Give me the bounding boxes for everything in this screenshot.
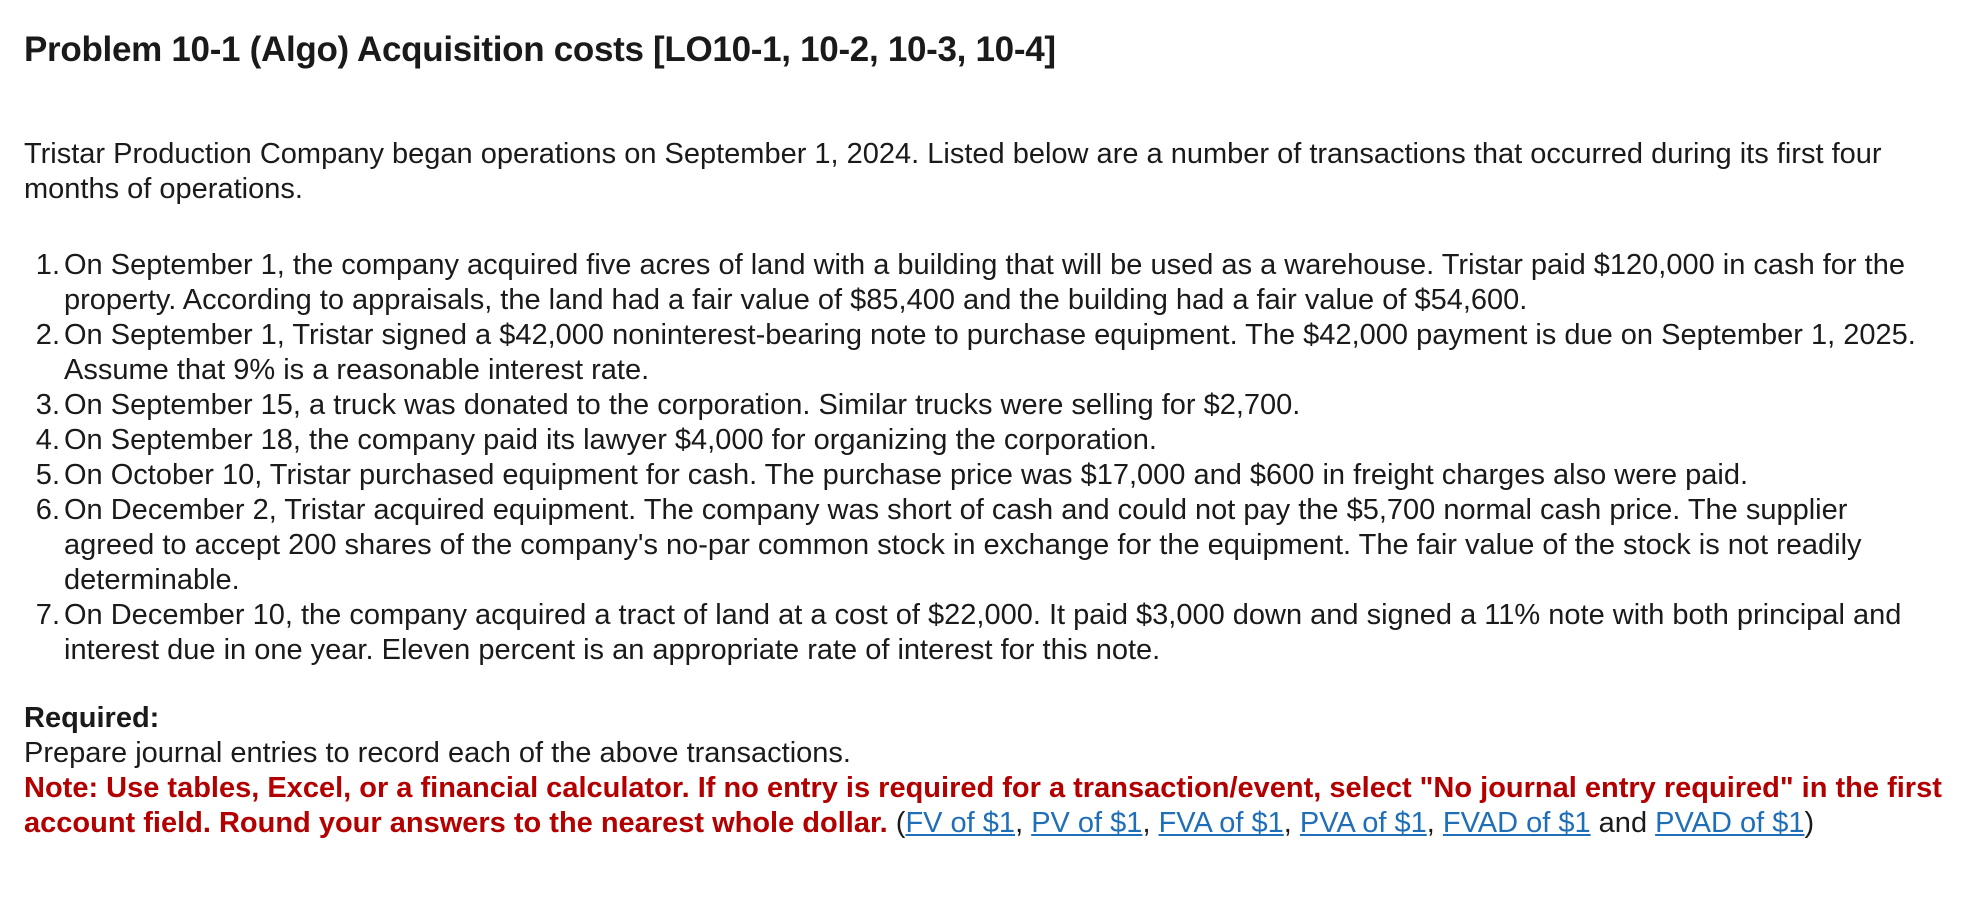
required-text: Prepare journal entries to record each of the above transactions. (24, 737, 851, 769)
required-section (24, 701, 1944, 841)
transaction-list (24, 248, 1944, 668)
separator: , (1426, 807, 1443, 839)
separator: , (1015, 807, 1032, 839)
separator: , (1142, 807, 1159, 839)
pv-table-link[interactable]: PV of $1 (1031, 807, 1143, 839)
instructions-note: Note: Use tables, Excel, or a financial calculator. If no entry is required for a transaction/event, select "No journal entry required" in the first account field. Round your answers to the nearest whole dollar. (24, 772, 1942, 839)
fva-table-link[interactable]: FVA of $1 (1158, 807, 1284, 839)
separator: , (1283, 807, 1300, 839)
transaction-item: On December 2, Tristar acquired equipment. The company was short of cash and could not pay the $5,700 normal cash price. The supplier agreed to accept 200 shares of the company's no-par common stock in exchange for the equipment. The fair value of the stock is not readily determinable. (64, 494, 1862, 596)
transaction-item: On September 1, the company acquired five acres of land with a building that will be used as a warehouse. Tristar paid $120,000 in cash for the property. According to appraisals, the land had a fair value of $85,400 and the building had a fair value of $54,600. (64, 249, 1905, 316)
and-text: and (1590, 807, 1656, 839)
transaction-item: On September 15, a truck was donated to the corporation. Similar trucks were selling for $2,700. (64, 389, 1301, 421)
close-paren: ) (1804, 807, 1815, 839)
fv-table-link[interactable]: FV of $1 (905, 807, 1016, 839)
open-paren: ( (887, 807, 906, 839)
pvad-table-link[interactable]: PVAD of $1 (1655, 807, 1805, 839)
problem-title: Problem 10-1 (Algo) Acquisition costs [LO10-1, 10-2, 10-3, 10-4] (24, 30, 1056, 69)
fvad-table-link[interactable]: FVAD of $1 (1442, 807, 1591, 839)
intro-paragraph: Tristar Production Company began operations on September 1, 2024. Listed below are a number of transactions that occurred during its first four months of operations. (24, 138, 1882, 205)
transaction-item: On December 10, the company acquired a tract of land at a cost of $22,000. It paid $3,000 down and signed a 11% note with both principal and interest due in one year. Eleven percent is an appropriate rate of interest for this note. (64, 599, 1902, 666)
transaction-item: On September 1, Tristar signed a $42,000 noninterest-bearing note to purchase equipment. The $42,000 payment is due on September 1, 2025. Assume that 9% is a reasonable interest rate. (64, 319, 1916, 386)
pva-table-link[interactable]: PVA of $1 (1299, 807, 1427, 839)
transaction-item: On September 18, the company paid its lawyer $4,000 for organizing the corporation. (64, 424, 1157, 456)
required-label: Required: (24, 702, 160, 734)
transaction-item: On October 10, Tristar purchased equipment for cash. The purchase price was $17,000 and $600 in freight charges also were paid. (64, 459, 1749, 491)
